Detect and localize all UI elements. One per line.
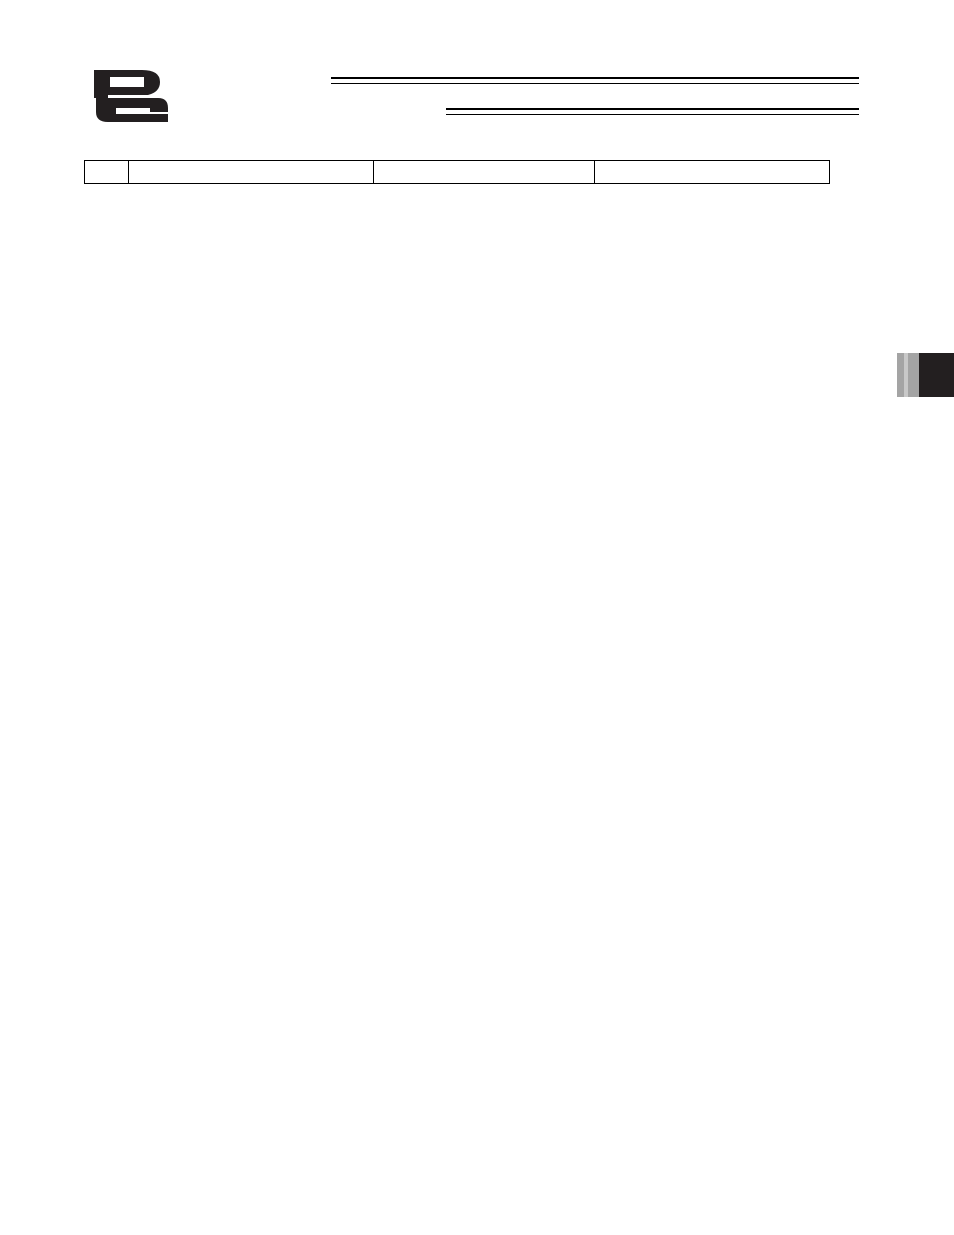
header-rule [446,108,859,110]
header-operation [129,161,374,184]
chapter-tab-stripe [904,353,908,397]
rc-logo-mark-icon [88,68,170,124]
chapter-tab-dark [919,353,954,397]
table-header-row [85,161,830,184]
operation-steps-table [84,160,830,184]
header-rule [446,114,859,115]
chapter-side-label [918,416,940,716]
chapter-tab-light [897,353,919,397]
header-rule [331,77,859,79]
header-screen [374,161,595,184]
header-no [85,161,129,184]
header-remarks [595,161,830,184]
header-rule [331,83,859,84]
